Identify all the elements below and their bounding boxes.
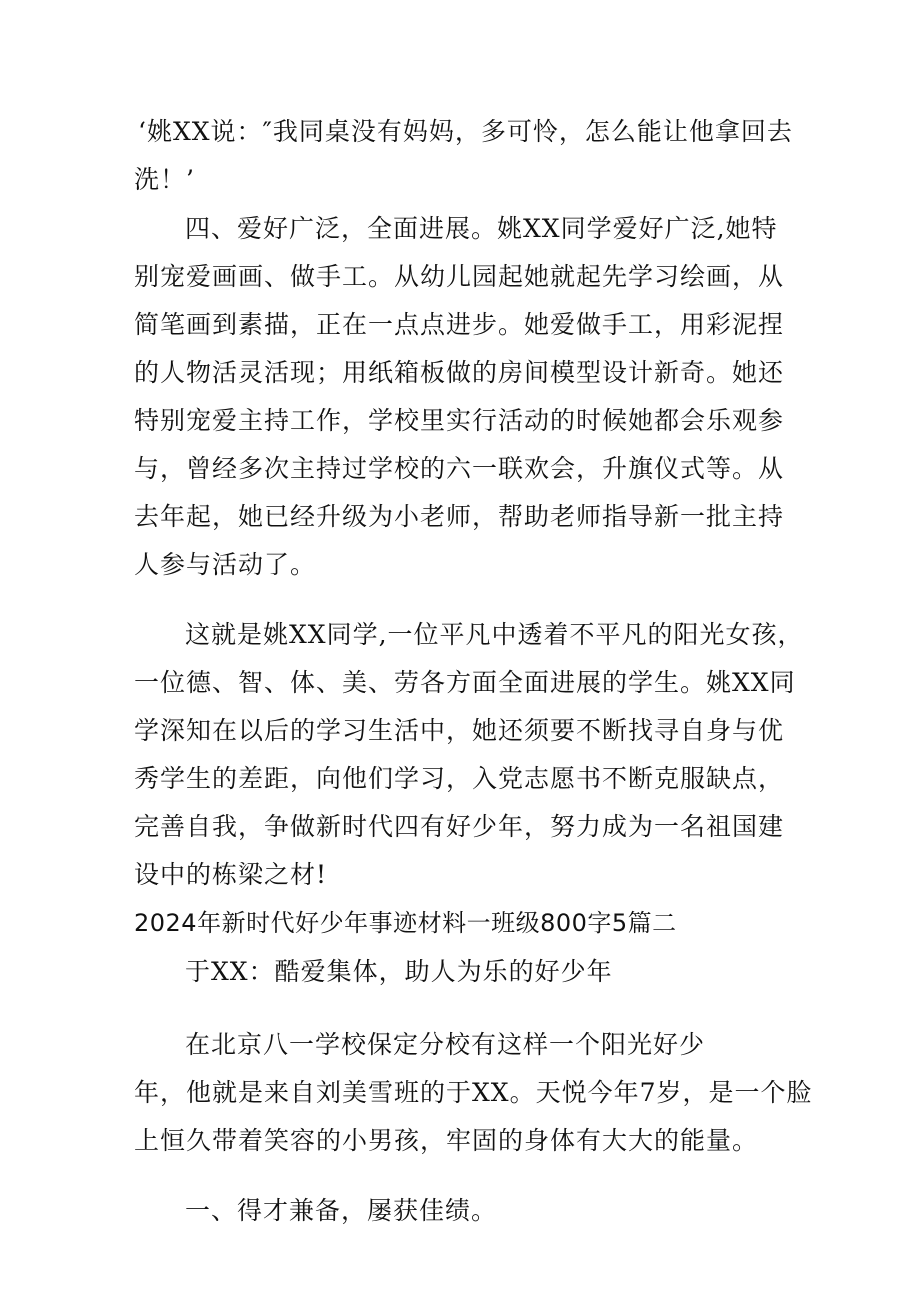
paragraph-line: 在北京八一学校保定分校有这样一个阳光好少 bbox=[185, 1030, 706, 1059]
paragraph-line: 的人物活灵活现；用纸箱板做的房间模型设计新奇。她还 bbox=[134, 358, 785, 387]
paragraph-line: 这就是姚XX同学,一位平凡中透着不平凡的阳光女孩， bbox=[185, 620, 804, 649]
paragraph-line: 一、得才兼备，屡获佳绩。 bbox=[185, 1196, 498, 1225]
paragraph-line: 上恒久带着笑容的小男孩，牢固的身体有大大的能量。 bbox=[134, 1126, 759, 1155]
paragraph-line: 完善自我，争做新时代四有好少年，努力成为一名祖国建 bbox=[134, 812, 785, 841]
paragraph-line: ‘姚XX说：″我同桌没有妈妈，多可怜，怎么能让他拿回去 bbox=[138, 117, 793, 146]
paragraph-line: 特别宠爱主持工作，学校里实行活动的时候她都会乐观参 bbox=[134, 406, 785, 435]
paragraph-line: 简笔画到素描，正在一点点进步。她爱做手工，用彩泥捏 bbox=[134, 310, 785, 339]
paragraph-line: 与，曾经多次主持过学校的六一联欢会，升旗仪式等。从 bbox=[134, 454, 785, 483]
paragraph-line: 年，他就是来自刘美雪班的于XX。天悦今年7岁，是一个脸 bbox=[134, 1078, 813, 1107]
paragraph-line: 别宠爱画画、做手工。从幼儿园起她就起先学习绘画，从 bbox=[134, 262, 785, 291]
paragraph-line: 学深知在以后的学习生活中，她还须要不断找寻自身与优 bbox=[134, 716, 785, 745]
paragraph-line: 一位德、智、体、美、劳各方面全面进展的学生。姚XX同 bbox=[134, 668, 796, 697]
paragraph-line: 四、爱好广泛，全面进展。姚XX同学爱好广泛,她特 bbox=[185, 214, 778, 243]
section-heading: 2024年新时代好少年事迹材料一班级800字5篇二 bbox=[134, 909, 677, 937]
paragraph-line: 人参与活动了。 bbox=[134, 550, 317, 579]
paragraph-line: 设中的栋梁之材! bbox=[134, 860, 328, 889]
paragraph-line: 于XX：酷爱集体，助人为乐的好少年 bbox=[185, 957, 613, 986]
paragraph-line: 秀学生的差距，向他们学习，入党志愿书不断克服缺点， bbox=[134, 764, 785, 793]
paragraph-line: 去年起，她已经升级为小老师，帮助老师指导新一批主持 bbox=[134, 502, 785, 531]
paragraph-line: 洗！’ bbox=[134, 165, 195, 194]
